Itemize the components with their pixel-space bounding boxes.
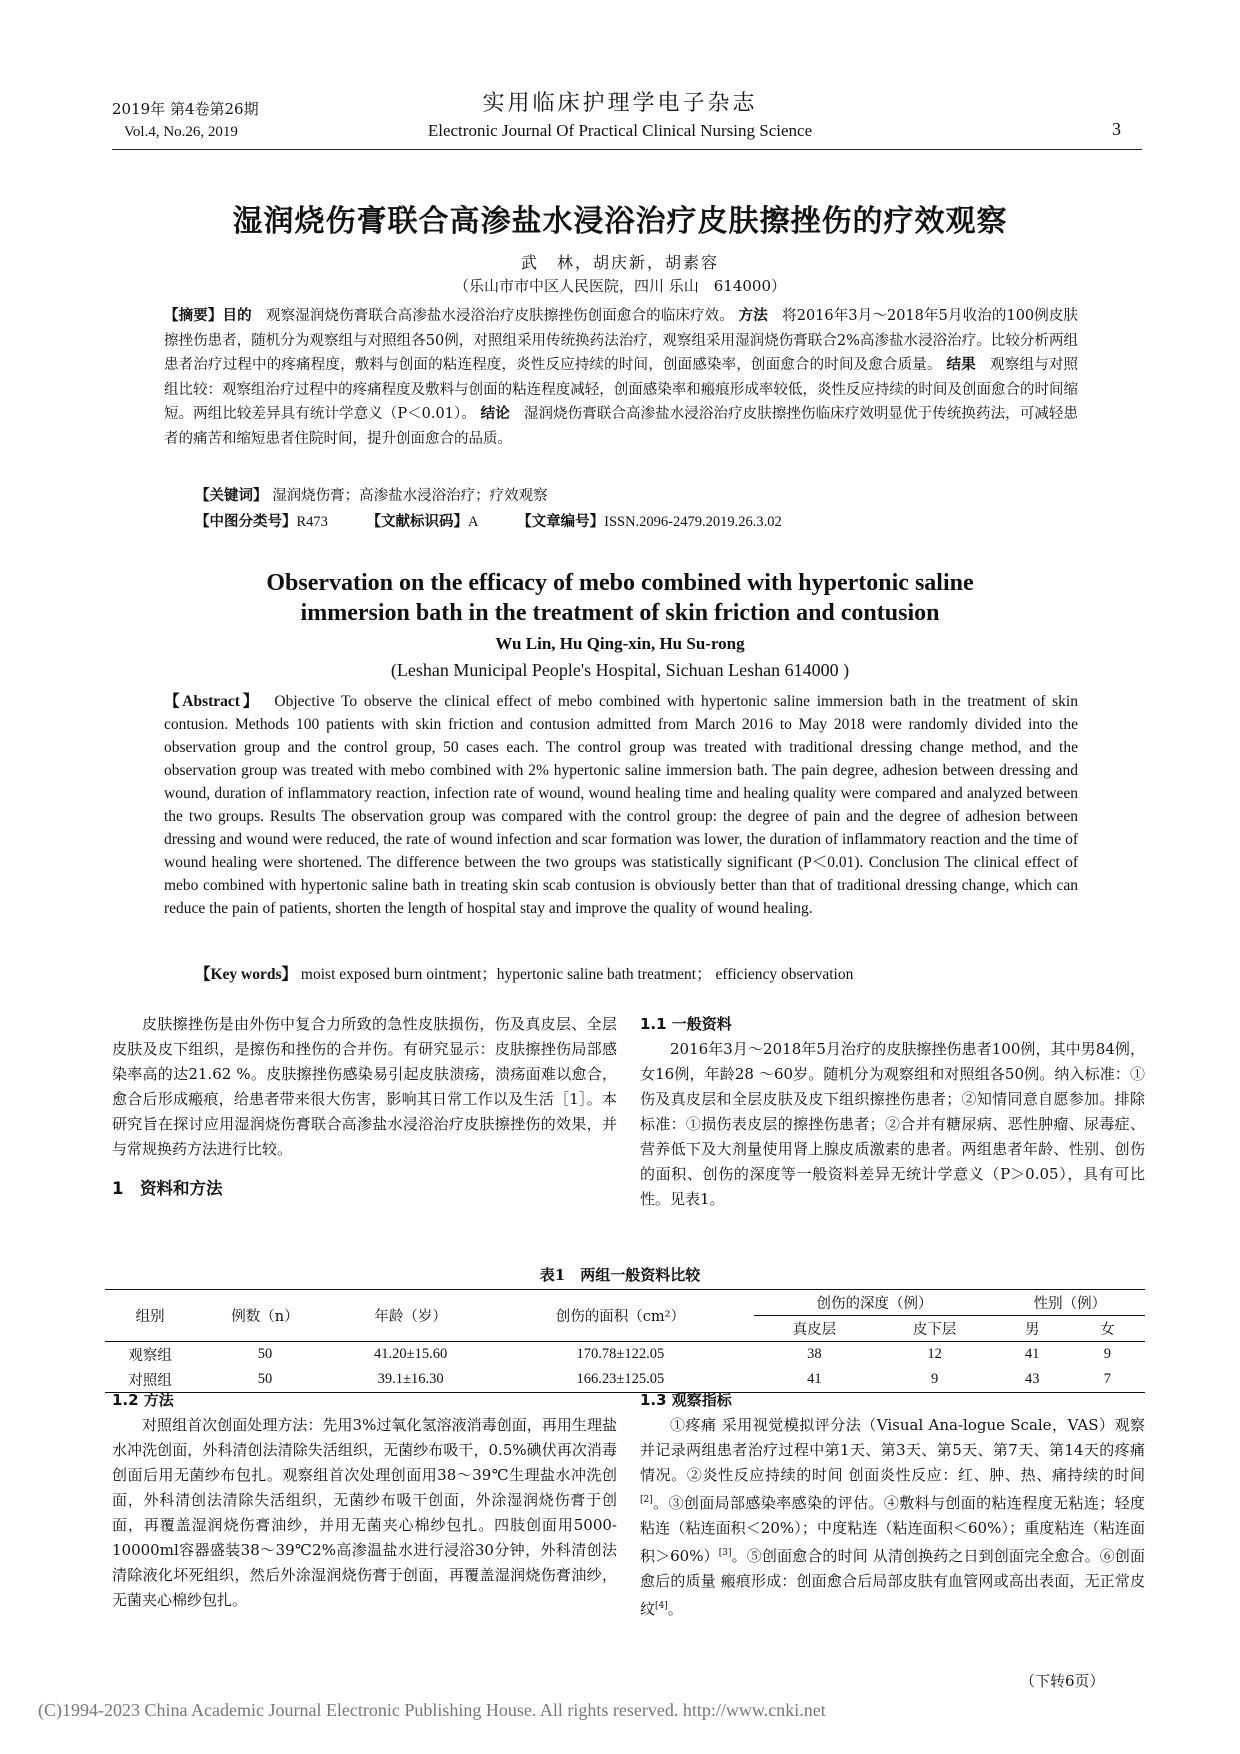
table-general-data [105,1289,1145,1393]
table-cell-age: 39.1±16.30 [335,1367,487,1393]
table-header-sex: 性别（例） [995,1290,1145,1316]
methods-label-cn: 方法 [738,308,768,324]
authors-cn: 武 林，胡庆新，胡素容 [520,253,719,272]
keywords-cn [195,484,548,505]
table-cell-cases: 50 [257,1346,273,1362]
paper-title-en-line1: Observation on the efficacy of mebo combined with hypertonic saline [266,570,974,596]
s13-text-b: 。③创面局部感染率感染的评估。④敷料与创面的粘连程度无粘连；轻度粘连（粘连面积＜20%）；中度粘连（粘连面积＜60%）；重度粘连（粘连面积＞60%） [640,1494,1145,1565]
table-cell-group: 对照组 [105,1367,195,1393]
abstract-label-en: 【Abstract】 [164,693,262,710]
paper-title-cn: 湿润烧伤膏联合高渗盐水浸浴治疗皮肤擦挫伤的疗效观察 [232,204,1008,239]
abstract-conclusion-cn: 湿润烧伤膏联合高渗盐水浸浴治疗皮肤擦挫伤临床疗效明显优于传统换药法，可减轻患者的痛苦和缩短患者住院时间，提升创面愈合的品质。 [164,406,1079,447]
body-column-left [112,1012,617,1201]
s13-text-a: ①疼痛 采用视觉模拟评分法（Visual Ana-logue Scale，VAS）观察并记录两组患者治疗过程中第1天、第3天、第5天、第7天、第14天的疼痛情况。②炎性反应持续的时间 创面炎性反应：红、肿、热、痛持续的时间 [640,1416,1145,1484]
continued-note: （下转6页） [1020,1672,1105,1690]
header-rule [112,149,1142,150]
body-column-right-lower [640,1388,1145,1622]
table-cell-age: 41.20±15.60 [374,1346,448,1362]
subsection-1-3-text [640,1413,1145,1622]
table-cell-female: 7 [1070,1367,1145,1393]
section-heading-1: 1 资料和方法 [112,1179,223,1198]
table-cell-cases: 50 [195,1367,335,1393]
table-cell-area: 166.23±125.05 [486,1367,754,1393]
table-cell-subcutaneous: 9 [874,1367,994,1393]
table-header-female: 女 [1070,1316,1145,1342]
paper-title-en-line2: immersion bath in the treatment of skin friction and contusion [300,600,940,626]
keywords-value-en: moist exposed burn ointment；hypertonic saline bath treatment； efficiency observation [300,966,854,983]
table-header-depth: 创伤的深度（例） [754,1290,994,1316]
abstract-text-en: Objective To observe the clinical effect of mebo combined with hypertonic saline immersion bath in the treatment of skin contusion. Methods 100 patients with skin friction and contusion admitted from March 2016 to May 2018 were randomly divided into the observation group and the control group, 50 cases each. The control group was treated with traditional dressing change method, and the observation group was treated with mebo combined with 2% hypertonic saline immersion bath. The pain degree, adhesion between dressing and wound, duration of inflammatory reaction, infection rate of wound, wound healing time and healing quality were compared and analyzed between the two groups. Results The observation group was compared with the control group: the degree of pain and the degree of adhesion between dressing and wound were reduced, the rate of wound infection and scar formation was lower, the duration of inflammatory reaction and the time of wound healing were shortened. The difference between the two groups was statistically significant (P＜0.01). Conclusion The clinical effect of mebo combined with hypertonic saline bath in treating skin scab contusion is obviously better than that of traditional dressing change, which can reduce the pain of patients, shorten the length of hospital stay and improve the quality of wound healing. [164,693,1078,917]
table-header-dermis: 真皮层 [754,1316,874,1342]
issue-cn: 2019年 第4卷第26期 [112,100,259,118]
citation-4: [4] [655,1601,668,1611]
copyright-watermark: (C)1994-2023 China Academic Journal Electronic Publishing House. All rights reserved. http://www.cnki.net [38,1700,826,1720]
table-cell-female: 9 [1103,1346,1112,1362]
table-cell-male: 43 [995,1367,1070,1393]
body-column-left-lower [112,1388,617,1613]
table-header-group: 组别 [105,1290,195,1342]
table-cell-area: 170.78±122.05 [576,1346,665,1362]
table-header-age: 年龄（岁） [335,1290,487,1342]
subsection-1-2-text: 对照组首次创面处理方法：先用3%过氧化氢溶液消毒创面，再用生理盐水冲洗创面，外科清创法清除失活组织，无菌纱布吸干，0.5%碘伏再次消毒创面后用无菌纱布包扎。观察组首次处理创面用38～39℃生理盐水冲洗创面，外科清创法清除失活组织，无菌纱布吸干创面，外涂湿润烧伤膏于创面，再覆盖湿润烧伤膏油纱，并用无菌夹心棉纱包扎。四肢创面用5000-10000ml容器盛装38～39℃2%高渗温盐水进行浸浴30分钟，外科清创法清除液化坏死组织，然后外涂湿润烧伤膏于创面，再覆盖湿润烧伤膏油纱，无菌夹心棉纱包扎。 [112,1416,617,1609]
table-header-male: 男 [995,1316,1070,1342]
subsection-heading-1-1: 1.1 一般资料 [640,1015,732,1033]
class-value: R473 [296,514,328,530]
table-cell-male: 41 [1025,1346,1040,1362]
abstract-cn [164,304,1078,451]
keywords-label-en: 【Key words】 [195,966,298,983]
table-cell-dermis: 41 [754,1367,874,1393]
table-header-area: 创伤的面积（cm²） [486,1290,754,1342]
abstract-results-cn: 观察组与对照组比较：观察组治疗过程中的疼痛程度及敷料与创面的粘连程度减轻，创面感染率和瘢痕形成率较低，炎性反应持续的时间及创面愈合的时间缩短。两组比较差异具有统计学意义（P＜0.01）。 [164,357,1079,422]
issue-en: Vol.4, No.26, 2019 [124,124,238,140]
doc-label: 【文献标识码】 [366,514,469,530]
subsection-heading-1-2: 1.2 方法 [112,1391,174,1409]
table-cell-dermis: 38 [807,1346,822,1362]
table-header-subcutaneous: 皮下层 [874,1316,994,1342]
class-label: 【中图分类号】 [195,514,297,530]
citation-2: [2] [640,1495,653,1505]
conclusion-label-cn: 结论 [480,406,510,422]
keywords-en [195,962,853,984]
abstract-en [164,690,1078,920]
authors-en: Wu Lin, Hu Qing-xin, Hu Su-rong [495,634,745,653]
abstract-label-cn: 【摘要】目的 [164,308,252,324]
abstract-methods-cn: 将2016年3月～2018年5月收治的100例皮肤擦挫伤患者，随机分为观察组与对照组各50例，对照组采用传统换药法治疗，观察组采用湿润烧伤膏联合2%高渗盐水浸浴治疗。比较分析两组患者治疗过程中的疼痛程度，敷料与创面的粘连程度，炎性反应持续的时间，创面感染率，创面愈合的时间及愈合质量。 [164,308,1079,373]
s13-text-c: 。⑤创面愈合的时间 从清创换药之日到创面完全愈合。⑥创面愈后的质量 瘢痕形成：创面愈合后局部皮肤有血管网或高出表面，无正常皮纹 [640,1547,1145,1618]
journal-title-cn: 实用临床护理学电子杂志 [482,91,758,116]
subsection-1-1-text: 2016年3月～2018年5月治疗的皮肤擦挫伤患者100例，其中男84例，女16例，年龄28 ～60岁。随机分为观察组和对照组各50例。纳入标准：①伤及真皮层和全层皮肤及皮下组织擦挫伤患者；②知情同意自愿参加。排除标准：①损伤表皮层的擦挫伤患者；②合并有糖尿病、恶性肿瘤、尿毒症、营养低下及大剂量使用肾上腺皮质激素的患者。两组患者年龄、性别、创伤的面积、创伤的深度等一般资料差异无统计学意义（P＞0.05），具有可比性。见表1。 [640,1040,1145,1208]
intro-paragraph: 皮肤擦挫伤是由外伤中复合力所致的急性皮肤损伤，伤及真皮层、全层皮肤及皮下组织，是擦伤和挫伤的合并伤。有研究显示：皮肤擦挫伤局部感染率高的达21.62 %。皮肤擦挫伤感染易引起皮肤溃疡，溃疡面难以愈合，愈合后形成瘢痕，给患者带来很大伤害，影响其日常工作以及生活［1］。本研究旨在探讨应用湿润烧伤膏联合高渗盐水浸浴治疗皮肤擦挫伤的效果，并与常规换药方法进行比较。 [112,1015,617,1158]
table-row [105,1342,1145,1368]
page-number: 3 [1112,119,1121,139]
s13-text-d: 。 [667,1600,683,1618]
article-value: ISSN.2096-2479.2019.26.3.02 [604,514,782,530]
keywords-value-cn: 湿润烧伤膏；高渗盐水浸浴治疗；疗效观察 [272,488,548,504]
affiliation-en: (Leshan Municipal People's Hospital, Sichuan Leshan 614000 ) [390,660,850,680]
table-cell-group: 观察组 [128,1348,172,1364]
table-caption: 表1 两组一般资料比较 [539,1266,701,1284]
affiliation-cn: （乐山市市中区人民医院，四川 乐山 614000） [453,277,787,295]
table-header-cases: 例数（n） [195,1290,335,1342]
keywords-label-cn: 【关键词】 [195,488,268,504]
classification-line [195,510,782,531]
citation-3: [3] [718,1548,732,1558]
article-label: 【文章编号】 [517,514,605,530]
abstract-objective-cn: 观察湿润烧伤膏联合高渗盐水浸浴治疗皮肤擦挫伤创面愈合的临床疗效。 [265,308,734,324]
subsection-heading-1-3: 1.3 观察指标 [640,1391,732,1409]
body-column-right [640,1012,1145,1212]
journal-title-en: Electronic Journal Of Practical Clinical Nursing Science [427,121,813,140]
results-label-cn: 结果 [946,357,976,373]
doc-value: A [468,514,479,530]
paper-title-en [0,568,1240,628]
table-cell-subcutaneous: 12 [927,1346,942,1362]
